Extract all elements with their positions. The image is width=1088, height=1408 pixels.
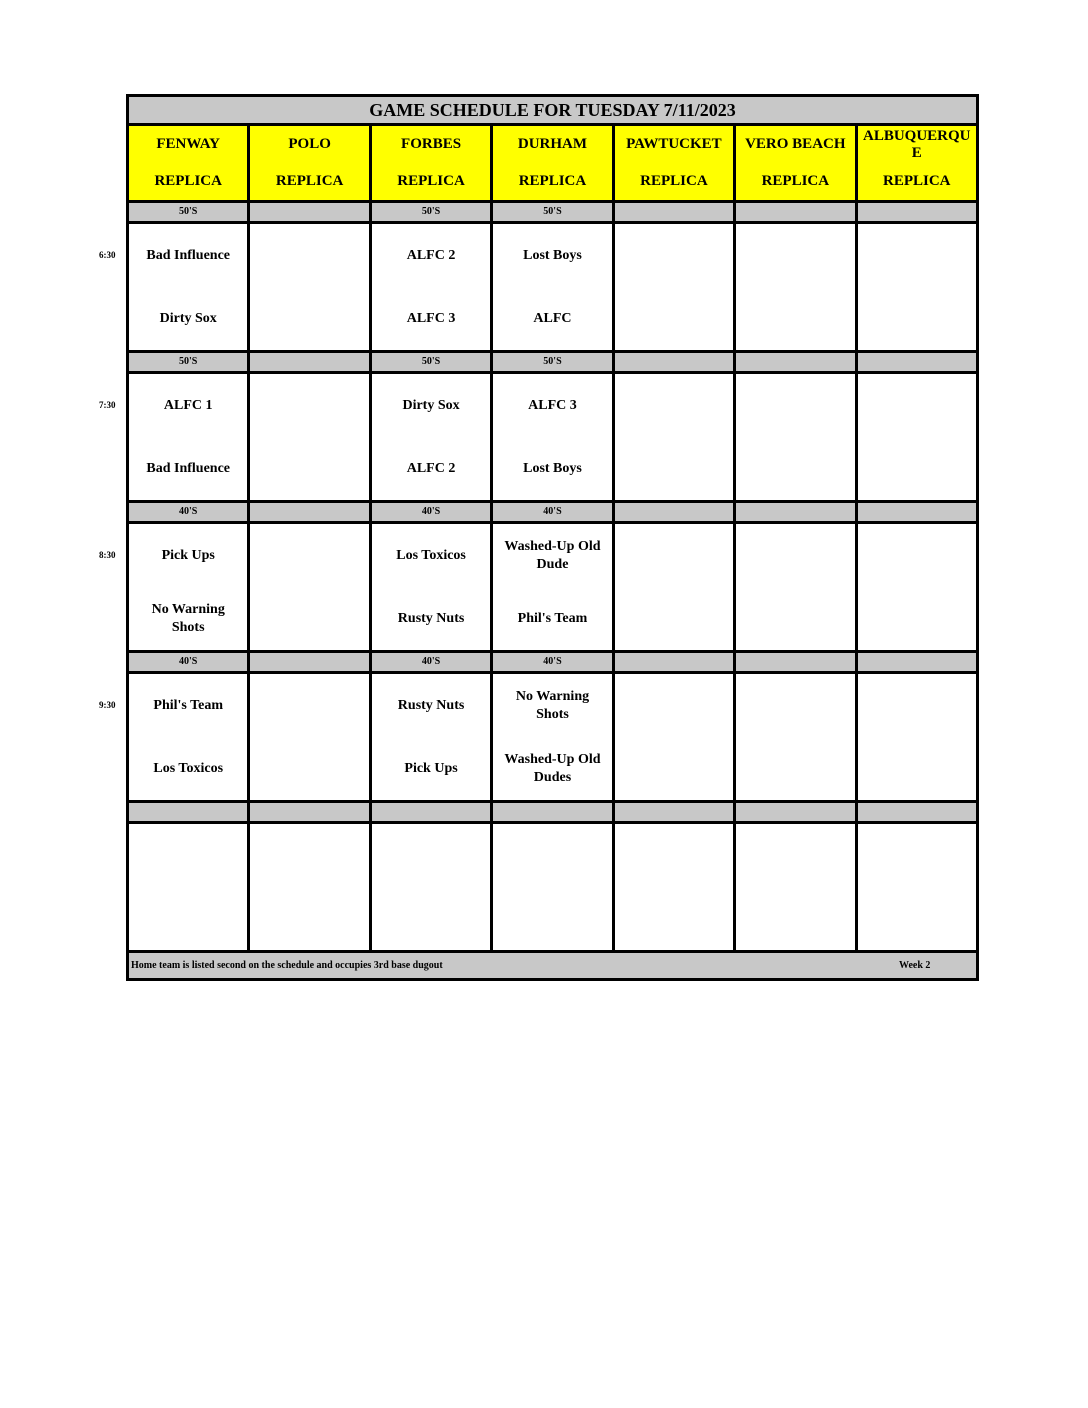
game-cell xyxy=(250,374,371,500)
time-label: 8:30 xyxy=(99,550,116,560)
division-label: 40'S xyxy=(493,653,614,671)
schedule-footer xyxy=(129,953,976,978)
division-row xyxy=(129,803,976,824)
division-label xyxy=(493,803,614,821)
division-label: 40'S xyxy=(129,503,250,521)
home-team xyxy=(736,437,854,500)
field-header xyxy=(858,126,976,200)
home-team xyxy=(250,287,368,350)
home-team: Rusty Nuts xyxy=(397,610,465,626)
division-label xyxy=(736,653,857,671)
away-team: Los Toxicos xyxy=(396,547,466,563)
division-row xyxy=(129,653,976,674)
home-team: Dirty Sox xyxy=(159,310,217,326)
home-team: Lost Boys xyxy=(523,460,582,476)
game-cell xyxy=(493,824,614,950)
division-label xyxy=(615,803,736,821)
game-cell xyxy=(129,674,250,800)
division-label: 50'S xyxy=(372,353,493,371)
game-cell xyxy=(736,524,857,650)
home-team xyxy=(858,887,976,950)
game-cell xyxy=(736,224,857,350)
away-team xyxy=(615,824,733,887)
away-team xyxy=(615,224,733,287)
time-label: 7:30 xyxy=(99,400,116,410)
division-label xyxy=(858,353,976,371)
home-team xyxy=(129,887,247,950)
game-cell xyxy=(858,674,976,800)
game-cell xyxy=(615,224,736,350)
away-team: ALFC 2 xyxy=(406,247,456,263)
home-team xyxy=(615,887,733,950)
schedule-table xyxy=(126,94,979,981)
field-name: POLO xyxy=(288,136,331,152)
game-cell xyxy=(372,674,493,800)
game-row xyxy=(129,374,976,503)
home-team xyxy=(250,737,368,800)
division-label: 40'S xyxy=(129,653,250,671)
game-cell xyxy=(615,524,736,650)
away-team xyxy=(858,224,976,287)
away-team xyxy=(736,224,854,287)
field-name: ALBUQUERQUE xyxy=(862,127,971,161)
game-cell xyxy=(615,674,736,800)
home-team xyxy=(372,887,490,950)
field-type: REPLICA xyxy=(761,173,830,189)
away-team xyxy=(250,524,368,587)
game-cell xyxy=(129,824,250,950)
away-team xyxy=(736,524,854,587)
game-cell xyxy=(858,374,976,500)
home-team xyxy=(736,587,854,650)
game-cell xyxy=(372,824,493,950)
away-team xyxy=(736,674,854,737)
division-label: 50'S xyxy=(493,353,614,371)
division-label xyxy=(736,353,857,371)
away-team xyxy=(615,674,733,737)
away-team xyxy=(615,524,733,587)
away-team xyxy=(250,824,368,887)
home-team xyxy=(250,437,368,500)
field-type: REPLICA xyxy=(154,173,222,189)
home-team xyxy=(736,287,854,350)
game-cell xyxy=(615,374,736,500)
division-label xyxy=(615,503,736,521)
division-label xyxy=(736,503,857,521)
away-team xyxy=(615,374,733,437)
away-team xyxy=(858,674,976,737)
home-team: No Warning Shots xyxy=(151,601,225,635)
home-team: Bad Influence xyxy=(146,460,231,476)
game-cell xyxy=(736,674,857,800)
game-cell xyxy=(858,224,976,350)
division-label xyxy=(372,803,493,821)
game-cell xyxy=(250,674,371,800)
division-label: 40'S xyxy=(372,653,493,671)
home-team: Pick Ups xyxy=(404,760,458,776)
division-label xyxy=(250,503,371,521)
home-team: Washed-Up Old Dudes xyxy=(504,751,601,785)
time-slots xyxy=(129,203,976,953)
home-team xyxy=(736,737,854,800)
game-cell xyxy=(493,674,614,800)
field-header xyxy=(250,126,371,200)
game-row xyxy=(129,824,976,953)
game-cell xyxy=(372,224,493,350)
game-row xyxy=(129,524,976,653)
time-label: 6:30 xyxy=(99,250,116,260)
game-cell xyxy=(736,824,857,950)
home-team xyxy=(858,737,976,800)
home-team xyxy=(615,437,733,500)
away-team xyxy=(858,824,976,887)
game-cell xyxy=(493,374,614,500)
away-team: Bad Influence xyxy=(146,247,231,263)
away-team xyxy=(250,674,368,737)
field-name: VERO BEACH xyxy=(745,136,846,152)
field-header xyxy=(129,126,250,200)
division-label xyxy=(615,353,736,371)
game-cell xyxy=(129,374,250,500)
game-row xyxy=(129,674,976,803)
away-team xyxy=(372,824,490,887)
game-cell xyxy=(129,224,250,350)
division-label xyxy=(250,203,371,221)
division-label xyxy=(250,353,371,371)
division-label xyxy=(858,503,976,521)
division-label xyxy=(129,803,250,821)
home-team: Phil's Team xyxy=(517,610,588,626)
division-label xyxy=(615,653,736,671)
division-label: 50'S xyxy=(129,203,250,221)
game-cell xyxy=(858,824,976,950)
field-name: DURHAM xyxy=(517,136,588,152)
field-name: FORBES xyxy=(401,136,462,152)
away-team: No Warning Shots xyxy=(515,688,590,722)
away-team: Lost Boys xyxy=(523,247,582,263)
away-team: ALFC 3 xyxy=(528,397,577,413)
division-row xyxy=(129,203,976,224)
game-cell xyxy=(858,524,976,650)
away-team xyxy=(858,374,976,437)
away-team: Rusty Nuts xyxy=(397,697,465,713)
game-cell xyxy=(129,524,250,650)
field-name: FENWAY xyxy=(156,136,221,152)
game-cell xyxy=(372,374,493,500)
field-name: PAWTUCKET xyxy=(626,136,722,152)
home-team xyxy=(250,887,368,950)
field-header xyxy=(736,126,857,200)
division-label xyxy=(858,653,976,671)
home-team xyxy=(858,587,976,650)
division-label xyxy=(858,203,976,221)
division-label: 40'S xyxy=(493,503,614,521)
home-team: ALFC 3 xyxy=(406,310,456,326)
division-label: 40'S xyxy=(372,503,493,521)
division-label xyxy=(858,803,976,821)
away-team: Phil's Team xyxy=(153,697,224,713)
away-team: ALFC 1 xyxy=(163,397,213,413)
home-team: ALFC xyxy=(533,310,572,326)
away-team: Dirty Sox xyxy=(402,397,460,413)
away-team xyxy=(493,824,611,887)
field-type: REPLICA xyxy=(882,173,951,189)
away-team xyxy=(858,524,976,587)
field-type: REPLICA xyxy=(518,173,587,189)
away-team xyxy=(736,374,854,437)
field-type: REPLICA xyxy=(275,173,344,189)
home-team xyxy=(858,287,976,350)
division-row xyxy=(129,503,976,524)
home-team-note: Home team is listed second on the schedule and occupies 3rd base dugout xyxy=(131,960,443,971)
game-cell xyxy=(736,374,857,500)
home-team xyxy=(736,887,854,950)
game-cell xyxy=(250,224,371,350)
game-cell xyxy=(250,824,371,950)
division-label xyxy=(736,203,857,221)
game-cell xyxy=(493,224,614,350)
away-team xyxy=(250,224,368,287)
home-team xyxy=(858,437,976,500)
game-cell xyxy=(615,824,736,950)
home-team: ALFC 2 xyxy=(406,460,456,476)
home-team xyxy=(493,887,611,950)
away-team: Washed-Up Old Dude xyxy=(504,538,601,572)
game-cell xyxy=(493,524,614,650)
division-label xyxy=(250,653,371,671)
division-row xyxy=(129,353,976,374)
division-label xyxy=(736,803,857,821)
game-row xyxy=(129,224,976,353)
time-label: 9:30 xyxy=(99,700,116,710)
division-label: 50'S xyxy=(129,353,250,371)
home-team: Los Toxicos xyxy=(153,760,224,776)
away-team xyxy=(250,374,368,437)
division-label: 50'S xyxy=(372,203,493,221)
field-type: REPLICA xyxy=(640,173,708,189)
home-team xyxy=(250,587,368,650)
field-header xyxy=(615,126,736,200)
field-header xyxy=(493,126,614,200)
home-team xyxy=(615,287,733,350)
home-team xyxy=(615,737,733,800)
schedule-title: GAME SCHEDULE FOR TUESDAY 7/11/2023 xyxy=(129,97,976,126)
field-header xyxy=(372,126,493,200)
week-label: Week 2 xyxy=(899,960,931,971)
field-header-row xyxy=(129,126,976,203)
division-label xyxy=(250,803,371,821)
division-label xyxy=(615,203,736,221)
away-team xyxy=(129,824,247,887)
game-cell xyxy=(372,524,493,650)
home-team xyxy=(615,587,733,650)
away-team: Pick Ups xyxy=(161,547,215,563)
division-label: 50'S xyxy=(493,203,614,221)
away-team xyxy=(736,824,854,887)
field-type: REPLICA xyxy=(397,173,465,189)
game-cell xyxy=(250,524,371,650)
